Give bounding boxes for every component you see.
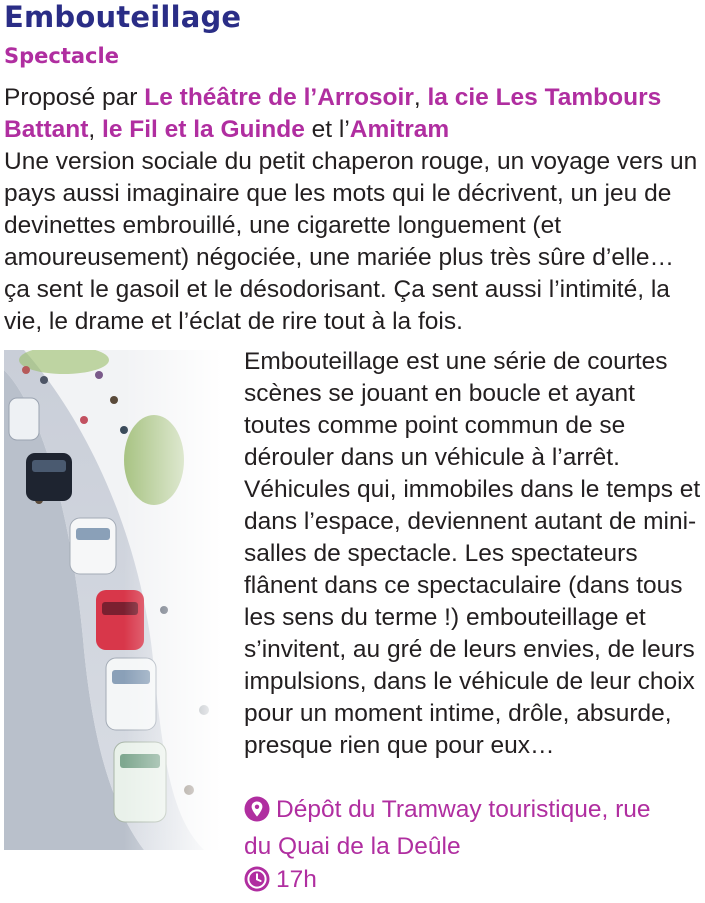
- separator: ,: [88, 116, 103, 143]
- event-time: [244, 864, 317, 901]
- organizer-arrosoir: Le théâtre de l’Arrosoir: [144, 84, 414, 111]
- clock-icon: [244, 866, 270, 901]
- separator: et l’: [304, 116, 350, 143]
- organizer-tambours: la cie Les Tambours Battant: [4, 84, 662, 143]
- proposed-prefix: Proposé par: [4, 84, 145, 111]
- details-text: Embouteillage est une série de courtes scènes se jouant en boucle et ayant toutes comme point commun de se dérouler dans un véhicule à l’arrêt. Véhicules qui, immobiles dans le temps et dans l’espace, deviennent autant de mini-salles de spectacle. Les spectateurs flânent dans ce spectaculaire (dans tous les sens du terme !) embouteillage et s’invitent, au gré de leurs envies, de leurs impulsions, dans le véhicule de leur choix pour un moment intime, drôle, absurde, presque rien que pour eux…: [244, 348, 701, 759]
- description-text: Une version sociale du petit chaperon rouge, un voyage vers un pays aussi imaginaire que les mots qui le décrivent, un jeu de devinettes embrouillé, une cigarette longuement (et amoureusement) négociée, une mariée plus très sûre d’elle… ça sent le gasoil et le désodorisant. Ça sent aussi l’intimité, la vie, le drame et l’éclat de rire tout à la fois.: [4, 148, 698, 335]
- map-pin-icon: [244, 796, 270, 831]
- separator: ,: [413, 84, 428, 111]
- event-location: [244, 794, 684, 863]
- organizer-fil-guinde: le Fil et la Guinde: [102, 116, 305, 143]
- time-text: 17h: [276, 866, 317, 893]
- organizer-amitram: Amitram: [349, 116, 450, 143]
- event-description: [4, 146, 704, 338]
- event-details: [244, 346, 704, 762]
- event-title: Embouteillage: [4, 0, 242, 34]
- location-text: Dépôt du Tramway touristique, rue du Quai de la Deûle: [244, 796, 651, 860]
- traffic-jam-photo: [4, 350, 222, 850]
- event-category: Spectacle: [4, 44, 119, 68]
- proposed-by: [4, 82, 704, 146]
